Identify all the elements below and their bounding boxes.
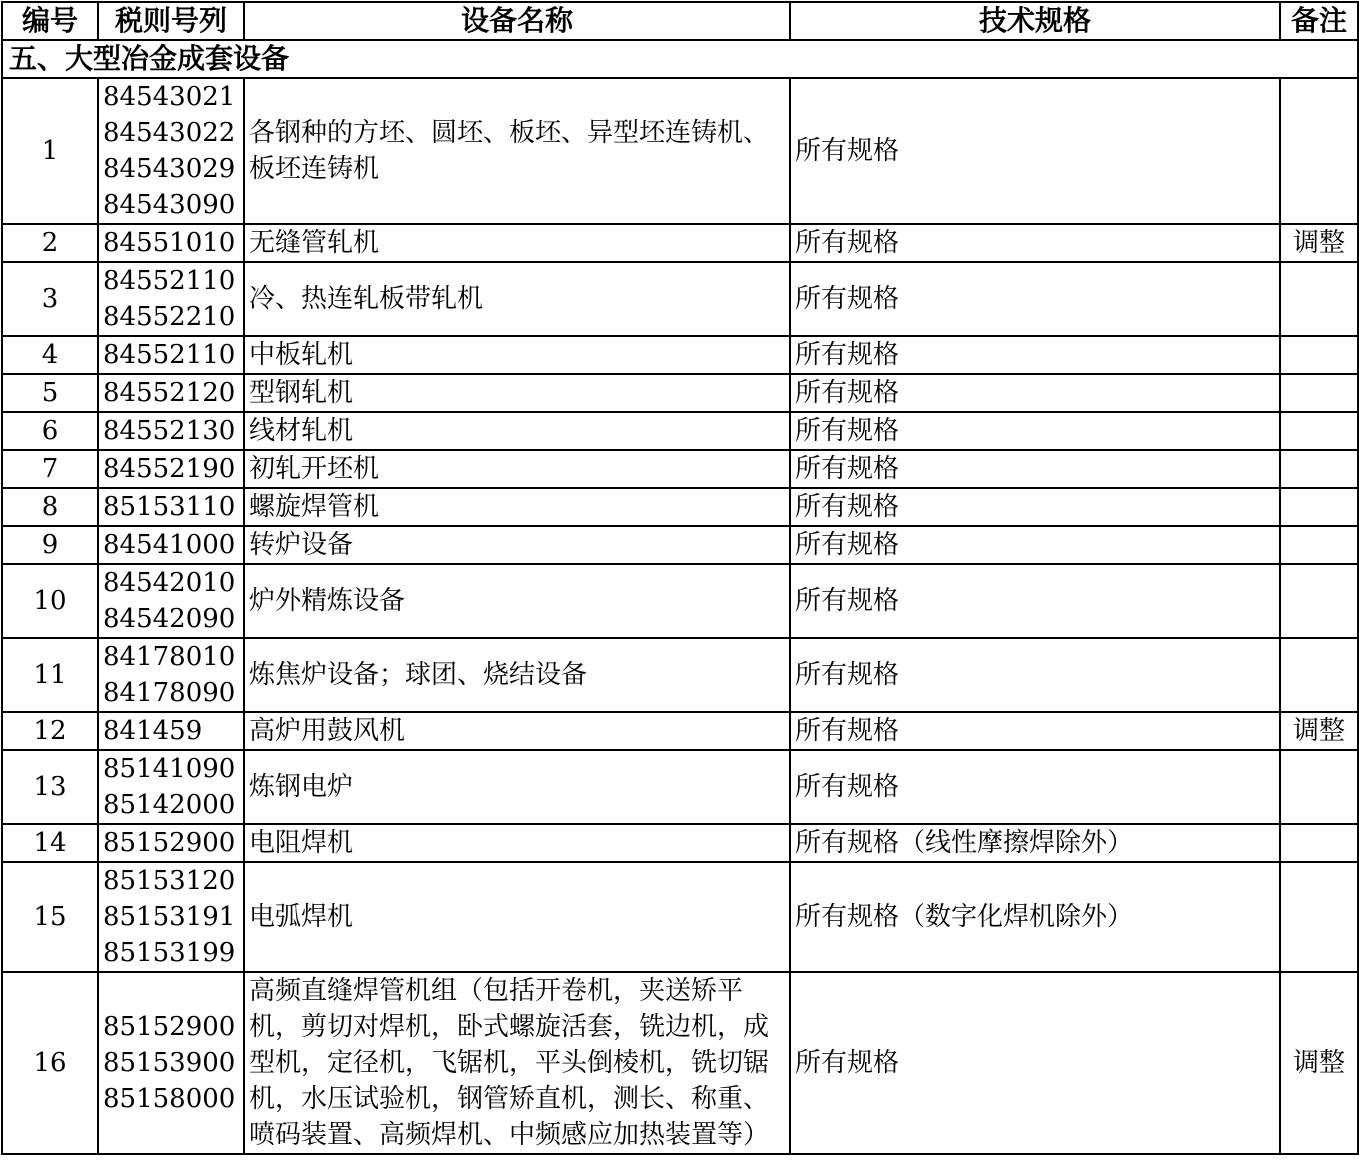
equipment-name: 初轧开坯机 (244, 450, 790, 488)
table-row (2, 336, 1358, 374)
row-number: 9 (2, 526, 98, 564)
tariff-codes (98, 564, 244, 638)
table-row (2, 224, 1358, 262)
row-number: 10 (2, 564, 98, 638)
specification: 所有规格 (790, 972, 1280, 1154)
note: 调整 (1280, 224, 1358, 262)
equipment-name: 无缝管轧机 (244, 224, 790, 262)
tariff-codes (98, 374, 244, 412)
equipment-name: 各钢种的方坯、圆坯、板坯、异型坯连铸机、板坯连铸机 (244, 78, 790, 224)
row-number: 4 (2, 336, 98, 374)
note (1280, 488, 1358, 526)
note (1280, 862, 1358, 972)
equipment-name: 线材轧机 (244, 412, 790, 450)
specification: 所有规格 (790, 262, 1280, 336)
table-row (2, 526, 1358, 564)
tariff-code: 85153191 (103, 902, 236, 932)
note (1280, 638, 1358, 712)
tariff-code: 84542010 (103, 568, 236, 598)
tariff-codes (98, 262, 244, 336)
section-title: 五、大型冶金成套设备 (2, 40, 1358, 78)
tariff-code: 85153199 (103, 938, 236, 968)
equipment-table (1, 1, 1359, 1155)
equipment-name: 冷、热连轧板带轧机 (244, 262, 790, 336)
note (1280, 750, 1358, 824)
header-note: 备注 (1280, 2, 1358, 40)
table-row (2, 412, 1358, 450)
row-number: 11 (2, 638, 98, 712)
tariff-code: 84552110 (103, 340, 236, 370)
tariff-codes (98, 526, 244, 564)
tariff-code: 85158000 (103, 1084, 236, 1114)
tariff-code: 84178010 (103, 642, 236, 672)
row-number: 13 (2, 750, 98, 824)
note (1280, 564, 1358, 638)
specification: 所有规格 (790, 750, 1280, 824)
equipment-name: 炉外精炼设备 (244, 564, 790, 638)
note: 调整 (1280, 712, 1358, 750)
tariff-codes (98, 450, 244, 488)
specification: 所有规格 (790, 564, 1280, 638)
table-row (2, 712, 1358, 750)
equipment-name: 高炉用鼓风机 (244, 712, 790, 750)
tariff-codes (98, 824, 244, 862)
row-number: 3 (2, 262, 98, 336)
tariff-codes (98, 712, 244, 750)
equipment-name: 转炉设备 (244, 526, 790, 564)
tariff-code: 84541000 (103, 530, 236, 560)
row-number: 8 (2, 488, 98, 526)
specification: 所有规格 (790, 450, 1280, 488)
equipment-name: 高频直缝焊管机组（包括开卷机，夹送矫平机，剪切对焊机，卧式螺旋活套，铣边机，成型机，定径机，飞锯机，平头倒棱机，铣切锯机，水压试验机，钢管矫直机，测长、称重、喷码装置、高频焊机、中频感应加热装置等） (244, 972, 790, 1154)
table-row (2, 488, 1358, 526)
table-row (2, 638, 1358, 712)
tariff-codes (98, 488, 244, 526)
table-row (2, 862, 1358, 972)
table-row (2, 262, 1358, 336)
tariff-code: 84543090 (103, 190, 236, 220)
tariff-codes (98, 224, 244, 262)
specification: 所有规格 (790, 78, 1280, 224)
tariff-code: 84551010 (103, 228, 236, 258)
note (1280, 262, 1358, 336)
table-row (2, 750, 1358, 824)
row-number: 14 (2, 824, 98, 862)
table-row (2, 564, 1358, 638)
tariff-code: 84543029 (103, 154, 236, 184)
specification: 所有规格 (790, 374, 1280, 412)
tariff-codes (98, 862, 244, 972)
equipment-name: 型钢轧机 (244, 374, 790, 412)
row-number: 1 (2, 78, 98, 224)
tariff-code: 84178090 (103, 678, 236, 708)
row-number: 2 (2, 224, 98, 262)
tariff-code: 84552210 (103, 302, 236, 332)
table-row (2, 972, 1358, 1154)
specification: 所有规格 (790, 526, 1280, 564)
table-row (2, 450, 1358, 488)
tariff-code: 85142000 (103, 790, 236, 820)
specification: 所有规格 (790, 638, 1280, 712)
tariff-codes (98, 750, 244, 824)
note (1280, 336, 1358, 374)
note (1280, 374, 1358, 412)
specification: 所有规格 (790, 336, 1280, 374)
section-row (2, 40, 1358, 78)
note (1280, 78, 1358, 224)
tariff-code: 85152900 (103, 828, 236, 858)
row-number: 6 (2, 412, 98, 450)
specification: 所有规格（数字化焊机除外） (790, 862, 1280, 972)
note (1280, 412, 1358, 450)
tariff-code: 85153900 (103, 1048, 236, 1078)
note (1280, 526, 1358, 564)
header-no: 编号 (2, 2, 98, 40)
row-number: 12 (2, 712, 98, 750)
equipment-name: 螺旋焊管机 (244, 488, 790, 526)
tariff-code: 84552190 (103, 454, 236, 484)
tariff-code: 85153120 (103, 866, 236, 896)
tariff-code: 84552110 (103, 266, 236, 296)
table-row (2, 78, 1358, 224)
row-number: 7 (2, 450, 98, 488)
equipment-name: 电弧焊机 (244, 862, 790, 972)
header-row (2, 2, 1358, 40)
note: 调整 (1280, 972, 1358, 1154)
row-number: 16 (2, 972, 98, 1154)
tariff-code: 84552120 (103, 378, 236, 408)
tariff-codes (98, 972, 244, 1154)
row-number: 5 (2, 374, 98, 412)
tariff-code: 841459 (103, 716, 203, 746)
specification: 所有规格 (790, 224, 1280, 262)
specification: 所有规格 (790, 712, 1280, 750)
row-number: 15 (2, 862, 98, 972)
tariff-code: 85141090 (103, 754, 236, 784)
equipment-name: 电阻焊机 (244, 824, 790, 862)
tariff-code: 84543022 (103, 118, 236, 148)
tariff-codes (98, 78, 244, 224)
equipment-name: 炼钢电炉 (244, 750, 790, 824)
tariff-codes (98, 412, 244, 450)
note (1280, 824, 1358, 862)
header-tariff-code: 税则号列 (98, 2, 244, 40)
specification: 所有规格（线性摩擦焊除外） (790, 824, 1280, 862)
tariff-code: 85153110 (103, 492, 236, 522)
header-specification: 技术规格 (790, 2, 1280, 40)
equipment-name: 炼焦炉设备；球团、烧结设备 (244, 638, 790, 712)
tariff-code: 84543021 (103, 82, 236, 112)
table-row (2, 824, 1358, 862)
tariff-codes (98, 638, 244, 712)
header-equipment-name: 设备名称 (244, 2, 790, 40)
note (1280, 450, 1358, 488)
tariff-code: 84542090 (103, 604, 236, 634)
table-row (2, 374, 1358, 412)
specification: 所有规格 (790, 488, 1280, 526)
tariff-code: 84552130 (103, 416, 236, 446)
tariff-codes (98, 336, 244, 374)
tariff-code: 85152900 (103, 1012, 236, 1042)
equipment-name: 中板轧机 (244, 336, 790, 374)
specification: 所有规格 (790, 412, 1280, 450)
